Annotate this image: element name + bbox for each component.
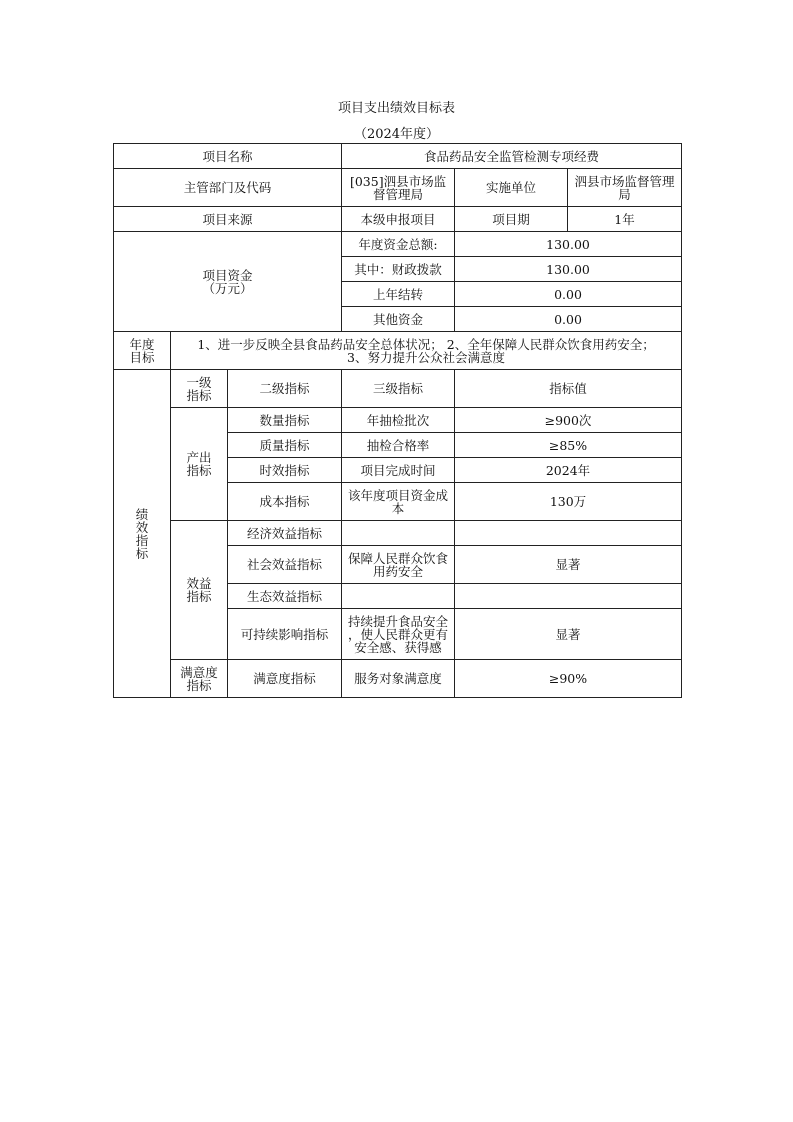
benefit-l3-line2: ，使人民群众更有: [348, 626, 449, 642]
performance-target-table: [113, 143, 682, 698]
funds-label: [114, 232, 342, 332]
satisfaction-label-line1: 满意度: [180, 664, 218, 680]
row-annual-goal: [114, 332, 682, 370]
benefit-l2: 经济效益指标: [228, 521, 342, 546]
funds-fiscal-value: 130.00: [455, 257, 682, 282]
row-project-source: [114, 207, 682, 232]
level1-header: [171, 370, 228, 408]
output-indicator-label: [171, 408, 228, 521]
benefit-value: 显著: [455, 609, 682, 660]
source-value: 本级申报项目: [342, 207, 455, 232]
level2-header: 二级指标: [228, 370, 342, 408]
value-header: 指标值: [455, 370, 682, 408]
output-l3-line1: 该年度项目资金成: [348, 487, 449, 503]
output-l3-line2: 本: [391, 500, 405, 516]
funds-other-value: 0.00: [455, 307, 682, 332]
benefit-l2: 生态效益指标: [228, 584, 342, 609]
level3-header: 三级指标: [342, 370, 455, 408]
performance-indicator-label: [114, 370, 171, 698]
satisfaction-l2: 满意度指标: [228, 660, 342, 698]
benefit-value: 显著: [455, 546, 682, 584]
benefit-l3: [342, 609, 455, 660]
period-label: 项目期: [455, 207, 568, 232]
funds-label-line2: （万元）: [202, 280, 253, 296]
benefit-l3-line2: 用药安全: [373, 563, 424, 579]
row-department: [114, 169, 682, 207]
level1-header-line2: 指标: [186, 387, 212, 403]
project-name-label: 项目名称: [114, 144, 342, 169]
satisfaction-indicator-label: [171, 660, 228, 698]
row-satisfaction: [114, 660, 682, 698]
output-value: ≥85%: [455, 433, 682, 458]
output-l3: 项目完成时间: [342, 458, 455, 483]
page-title: 项目支出绩效目标表: [337, 101, 455, 116]
funds-total-value: 130.00: [455, 232, 682, 257]
funds-fiscal-label: 其中：财政拨款: [342, 257, 455, 282]
period-value: 1年: [568, 207, 682, 232]
impl-unit-label: 实施单位: [455, 169, 568, 207]
annual-goal-label-line2: 目标: [129, 349, 155, 365]
performance-indicator-label-text: 绩效指标: [135, 506, 149, 561]
benefit-value: [455, 584, 682, 609]
row-funds-total: [114, 232, 682, 257]
output-l3: 年抽检批次: [342, 408, 455, 433]
row-output-quantity: [114, 408, 682, 433]
benefit-l3-line1: 保障人民群众饮食: [348, 550, 449, 566]
output-l2: 数量指标: [228, 408, 342, 433]
row-indicator-header: [114, 370, 682, 408]
benefit-indicator-label: [171, 521, 228, 660]
annual-goal-text-line1: 1、进一步反映全县食品药品安全总体状况； 2、全年保障人民群众饮食用药安全；: [197, 336, 655, 352]
output-l2: 成本指标: [228, 483, 342, 521]
annual-goal-label-line1: 年度: [129, 336, 155, 352]
satisfaction-value: ≥90%: [455, 660, 682, 698]
source-label: 项目来源: [114, 207, 342, 232]
benefit-l3-line3: 安全感、获得感: [354, 639, 442, 655]
funds-carryover-label: 上年结转: [342, 282, 455, 307]
output-l2: 质量指标: [228, 433, 342, 458]
annual-goal-text: [171, 332, 682, 370]
benefit-l3: [342, 584, 455, 609]
row-project-name: [114, 144, 682, 169]
annual-goal-label: [114, 332, 171, 370]
output-value: ≥900次: [455, 408, 682, 433]
output-value: 2024年: [455, 458, 682, 483]
benefit-value: [455, 521, 682, 546]
benefit-l3: [342, 546, 455, 584]
benefit-indicator-label-text: 效益指标: [186, 576, 212, 604]
benefit-l3-line1: 持续提升食品安全: [348, 613, 449, 629]
benefit-l3: [342, 521, 455, 546]
row-benefit-economic: [114, 521, 682, 546]
project-name-value: 食品药品安全监管检测专项经费: [342, 144, 682, 169]
funds-label-line1: 项目资金: [202, 267, 253, 283]
output-indicator-label-text: 产出指标: [186, 450, 212, 478]
satisfaction-label-line2: 指标: [186, 677, 212, 693]
funds-carryover-value: 0.00: [455, 282, 682, 307]
impl-unit-value: 泗县市场监督管理局: [568, 169, 682, 207]
output-l2: 时效指标: [228, 458, 342, 483]
dept-value: [035]泗县市场监督管理局: [342, 169, 455, 207]
satisfaction-l3: 服务对象满意度: [342, 660, 455, 698]
benefit-l2: 社会效益指标: [228, 546, 342, 584]
dept-label: 主管部门及代码: [114, 169, 342, 207]
funds-total-label: 年度资金总额:: [342, 232, 455, 257]
annual-goal-text-line2: 3、努力提升公众社会满意度: [347, 349, 505, 365]
output-value: 130万: [455, 483, 682, 521]
benefit-l2: 可持续影响指标: [228, 609, 342, 660]
funds-other-label: 其他资金: [342, 307, 455, 332]
output-l3: 抽检合格率: [342, 433, 455, 458]
level1-header-line1: 一级: [186, 374, 212, 390]
output-l3: [342, 483, 455, 521]
page-subtitle-year: （2024年度）: [353, 127, 440, 142]
